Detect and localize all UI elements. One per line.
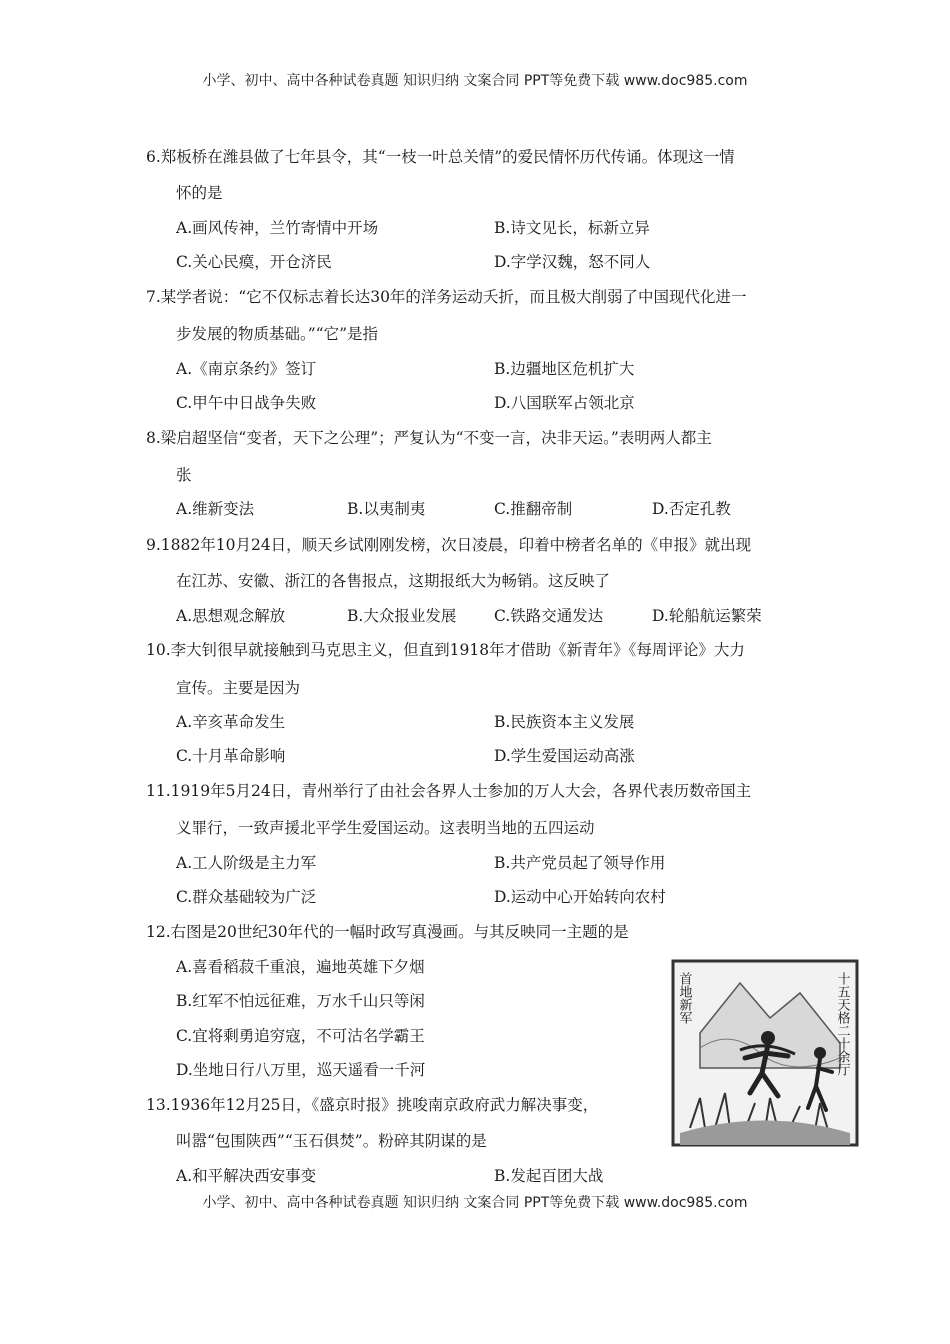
q6-option-c: C.关心民瘼，开仓济民 [176, 253, 332, 271]
q8-option-a: A.维新变法 [176, 500, 255, 518]
q9-stem-line1: 9.1882年10月24日，顺天乡试刚刚发榜，次日凌晨，印着中榜者名单的《申报》就出现 [146, 536, 752, 554]
q7-option-d: D.八国联军占领北京 [494, 394, 635, 412]
q12-option-d: D.坐地日行八万里，巡天遥看一千河 [176, 1061, 426, 1079]
page-header: 小学、初中、高中各种试卷真题 知识归纳 文案合同 PPT等免费下载 www.doc985.com [202, 73, 748, 89]
q11-option-c: C.群众基础较为广泛 [176, 888, 317, 906]
q11-option-b: B.共产党员起了领导作用 [494, 854, 666, 872]
q11-stem-line1: 11.1919年5月24日，青州举行了由社会各界人士参加的万人大会，各界代表历数帝国主 [146, 782, 752, 800]
q8-option-d: D.否定孔教 [652, 500, 731, 518]
q13-option-a: A.和平解决西安事变 [176, 1167, 317, 1185]
q7-stem-line1: 7.某学者说：“它不仅标志着长达30年的洋务运动夭折，而且极大削弱了中国现代化进一 [146, 288, 747, 306]
cartoon-caption-right: 十五天格二十余厅 [834, 972, 850, 1076]
cartoon-image [670, 958, 860, 1148]
q10-option-d: D.学生爱国运动高涨 [494, 747, 635, 765]
q12-stem-line1: 12.右图是20世纪30年代的一幅时政写真漫画。与其反映同一主题的是 [146, 923, 629, 941]
q10-option-b: B.民族资本主义发展 [494, 713, 635, 731]
q9-stem-line2: 在江苏、安徽、浙江的各售报点，这期报纸大为畅销。这反映了 [176, 572, 611, 590]
q6-stem-line1: 6.郑板桥在潍县做了七年县令，其“一枝一叶总关情”的爱民情怀历代传诵。体现这一情 [146, 148, 735, 166]
q10-stem-line2: 宣传。主要是因为 [176, 679, 301, 697]
q8-stem-line2: 张 [176, 466, 192, 484]
q7-stem-line2: 步发展的物质基础。”“它”是指 [176, 325, 379, 343]
q11-stem-line2: 义罪行，一致声援北平学生爱国运动。这表明当地的五四运动 [176, 819, 595, 837]
q12-option-b: B.红军不怕远征难，万水千山只等闲 [176, 992, 425, 1010]
q10-option-a: A.辛亥革命发生 [176, 713, 286, 731]
page-footer: 小学、初中、高中各种试卷真题 知识归纳 文案合同 PPT等免费下载 www.doc985.com [202, 1195, 748, 1211]
q7-option-a: A.《南京条约》签订 [176, 360, 317, 378]
q6-option-a: A.画风传神，兰竹寄情中开场 [176, 219, 379, 237]
cartoon-caption-left: 首地新军 [676, 972, 692, 1024]
q6-option-b: B.诗文见长，标新立异 [494, 219, 650, 237]
q11-option-a: A.工人阶级是主力军 [176, 854, 317, 872]
q13-option-b: B.发起百团大战 [494, 1167, 604, 1185]
q12-option-a: A.喜看稻菽千重浪，遍地英雄下夕烟 [176, 958, 425, 976]
q10-stem-line1: 10.李大钊很早就接触到马克思主义，但直到1918年才借助《新青年》《每周评论》大力 [146, 641, 745, 659]
q7-option-c: C.甲午中日战争失败 [176, 394, 317, 412]
q9-option-a: A.思想观念解放 [176, 607, 286, 625]
q6-stem-line2: 怀的是 [176, 184, 223, 202]
q8-option-b: B.以夷制夷 [347, 500, 426, 518]
q11-option-d: D.运动中心开始转向农村 [494, 888, 666, 906]
q8-option-c: C.推翻帝制 [494, 500, 573, 518]
cartoon-illustration [670, 958, 860, 1148]
q12-option-c: C.宜将剩勇追穷寇，不可沽名学霸王 [176, 1027, 425, 1045]
q7-option-b: B.边疆地区危机扩大 [494, 360, 635, 378]
q9-option-d: D.轮船航运繁荣 [652, 607, 762, 625]
q9-option-c: C.铁路交通发达 [494, 607, 604, 625]
q8-stem-line1: 8.梁启超坚信“变者，天下之公理”；严复认为“不变一言，决非天运。”表明两人都主 [146, 429, 712, 447]
q6-option-d: D.字学汉魏，怒不同人 [494, 253, 651, 271]
q10-option-c: C.十月革命影响 [176, 747, 286, 765]
q13-stem-line1: 13.1936年12月25日，《盛京时报》挑唆南京政府武力解决事变， [146, 1096, 599, 1114]
q9-option-b: B.大众报业发展 [347, 607, 457, 625]
q13-stem-line2: 叫嚣“包围陕西”“玉石俱焚”。粉碎其阴谋的是 [176, 1132, 487, 1150]
